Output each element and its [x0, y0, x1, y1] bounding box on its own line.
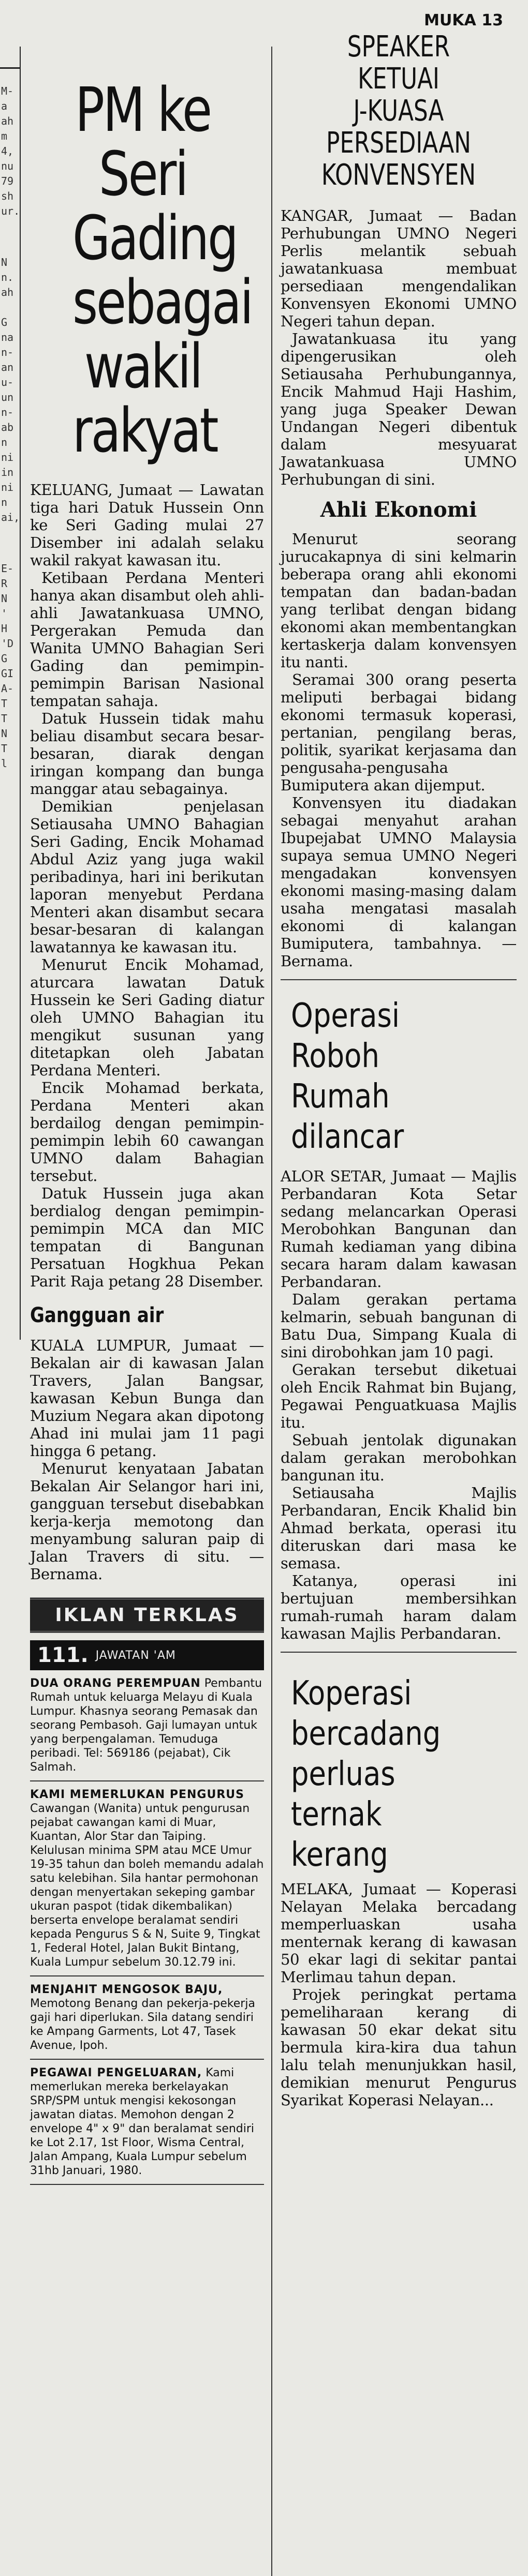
- story1-paragraph: Datuk Hussein tidak mahu beliau disambut secara besar-besaran, diarak dengan iringan kompang dan bunga manggar atau sebagainya.: [30, 710, 264, 798]
- story2-body: [30, 1337, 264, 1583]
- story1-headline: [55, 0, 252, 481]
- left-strip-fragment: n.: [1, 271, 14, 283]
- story4-headline-line: Rumah: [291, 1077, 390, 1116]
- story4-headline-line: Roboh: [291, 1037, 379, 1075]
- left-column: [30, 0, 264, 2185]
- story4-headline: [291, 996, 483, 1157]
- column-divider: [271, 47, 272, 2576]
- story4-headline-line: dilancar: [291, 1118, 404, 1156]
- story1-headline-line: sebagai: [72, 266, 252, 338]
- left-strip-fragment: ah: [1, 115, 14, 127]
- left-strip-fragment: A-: [1, 682, 14, 695]
- left-strip-fragment: T: [1, 712, 8, 725]
- story1-headline-line: Gading: [72, 202, 237, 274]
- story3-paragraph: Konvensyen itu diadakan sebagai menyahut arahan Ibupejabat UMNO Malaysia supaya semua UMNO Negeri mengadakan konvensyen ekonomi masing-masing dalam usaha mengatasi masalah ekonomi di kalangan Bumiputera, tambahnya. — Bernama.: [281, 794, 517, 970]
- story5-paragraph: MELAKA, Jumaat — Koperasi Nelayan Melaka bercadang memperluaskan usaha menternak kerang di kawasan 50 ekar lagi di sekitar pantai Merlimau tahun depan.: [281, 1880, 517, 1986]
- story5-headline-line: ternak: [291, 1795, 382, 1834]
- story3-headline-line: KETUAI: [358, 62, 439, 96]
- story5-body: [281, 1880, 517, 2109]
- left-strip-fragment: n: [1, 436, 8, 448]
- left-strip-fragment: E-: [1, 562, 14, 575]
- left-strip-fragment: ni: [1, 481, 14, 493]
- ad-title: KAMI MEMERLUKAN PENGURUS: [30, 1788, 244, 1801]
- story3-headline-line: PERSEDIAAN: [326, 126, 471, 160]
- classified-ad: [30, 2060, 264, 2185]
- story5-headline-line: perluas: [291, 1755, 395, 1793]
- left-strip-fragment: nu: [1, 160, 14, 172]
- left-strip-fragment: T: [1, 742, 8, 755]
- classifieds-section-number: 111.: [37, 1643, 89, 1667]
- ad-title: DUA ORANG PEREMPUAN: [30, 1677, 201, 1690]
- story1-paragraph: KELUANG, Jumaat — Lawatan tiga hari Datuk Hussein Onn ke Seri Gading mulai 27 Disember ini adalah selaku wakil rakyat kawasan itu.: [30, 481, 264, 569]
- story4-paragraph: Setiausaha Majlis Perbandaran, Encik Khalid bin Ahmad berkata, operasi itu diteruskan dari masa ke semasa.: [281, 1484, 517, 1572]
- story3-body: [281, 207, 517, 488]
- ad-text: Memotong Benang dan pekerja-pekerja gaji hari diperlukan. Sila datang sendiri ke Ampang Garments, Lot 47, Tasek Avenue, Ipoh.: [30, 1997, 255, 2052]
- story5-paragraph: Projek peringkat pertama pemeliharaan kerang di kawasan 50 ekar dekat situ bermula kira-kira dua tahun lalu telah menunjukkan hasil, demikian menurut Pengurus Syarikat Koperasi Nelayan...: [281, 1986, 517, 2109]
- left-strip-fragment: M-: [1, 85, 14, 97]
- left-strip-fragment: ur.: [1, 205, 20, 217]
- left-strip-fragment: un: [1, 391, 14, 403]
- story2-paragraph: KUALA LUMPUR, Jumaat — Bekalan air di kawasan Jalan Travers, Jalan Bangsar, kawasan Kebun Bunga dan Muzium Negara akan dipotong Ahad ini mulai jam 11 pagi hingga 6 petang.: [30, 1337, 264, 1460]
- left-strip-text: [0, 69, 20, 771]
- classifieds-section-header: [30, 1640, 264, 1670]
- story5-headline: [291, 1673, 483, 1875]
- ad-title: MENJAHIT MENGOSOK BAJU,: [30, 1983, 223, 1996]
- left-strip-fragment: na: [1, 331, 14, 343]
- story1-headline-line: Seri: [98, 138, 187, 209]
- ad-text: Pembantu Rumah untuk keluarga Melayu di Kuala Lumpur. Khasnya seorang Pemasak dan seorang Pembasoh. Gaji lumayan untuk yang berpengalaman. Temuduga peribadi. Tel: 569186 (pejabat), Cik Salmah.: [30, 1677, 262, 1774]
- story4-paragraph: Dalam gerakan pertama kelmarin, sebuah bangunan di Batu Dua, Simpang Kuala di sini dirobohkan jam 10 pagi.: [281, 1291, 517, 1361]
- story1-headline-line: PM ke: [75, 74, 211, 145]
- story3-paragraph: KANGAR, Jumaat — Badan Perhubungan UMNO Negeri Perlis melantik sebuah jawatankuasa membuat persediaan mengendalikan Konvensyen Ekonomi UMNO Negeri tahun depan.: [281, 207, 517, 330]
- story1-body: [30, 481, 264, 1290]
- left-strip-fragment: n: [1, 496, 8, 508]
- left-strip-fragment: u-: [1, 376, 14, 388]
- story2-paragraph: Menurut kenyataan Jabatan Bekalan Air Selangor hari ini, gangguan tersebut disebabkan kerja-kerja memotong dan menyambung saluran paip di Jalan Travers di situ. — Bernama.: [30, 1460, 264, 1583]
- story1-paragraph: Ketibaan Perdana Menteri hanya akan disambut oleh ahli-ahli Jawatankuasa UMNO, Pergerakan Pemuda dan Wanita UMNO Bahagian Seri Gading dan pemimpin-pemimpin Barisan Nasional tempatan sahaja.: [30, 569, 264, 710]
- left-strip-fragment: ai,: [1, 511, 20, 523]
- classified-ads: [30, 1670, 264, 2185]
- classifieds-section-label: JAWATAN 'AM: [95, 1649, 176, 1662]
- ad-text: Cawangan (Wanita) untuk pengurusan pejabat cawangan kami di Muar, Kuantan, Alor Star dan Taiping. Kelulusan minima SPM atau MCE Umur 19-35 tahun dan boleh memandu adalah satu kelebihan. Sila hantar permohonan dengan menyertakan sekeping gambar ukuran paspot (tidak dikembalikan) berserta envelope beralamat sendiri kepada Pengurus S & N, Suite 9, Tingkat 1, Federal Hotel, Jalan Bukit Bintang, Kuala Lumpur sebelum 30.12.79 ini.: [30, 1802, 264, 1969]
- left-strip-fragment: N: [1, 727, 8, 740]
- left-strip-fragment: 'D: [1, 637, 14, 650]
- story4-paragraph: Sebuah jentolak digunakan dalam gerakan merobohkan bangunan itu.: [281, 1431, 517, 1484]
- story3-body-continued: [281, 530, 517, 970]
- left-strip-fragment: R: [1, 577, 8, 590]
- classified-ad: [30, 1781, 264, 1976]
- story1-paragraph: Encik Mohamad berkata, Perdana Menteri akan berdailog dengan pemimpin-pemimpin lebih 60 cawangan UMNO dalam Bahagian tersebut.: [30, 1079, 264, 1185]
- story5-headline-line: bercadang: [291, 1715, 441, 1753]
- story5-headline-line: kerang: [291, 1836, 388, 1874]
- left-strip-fragment: sh: [1, 190, 14, 202]
- ad-title: PEGAWAI PENGELUARAN,: [30, 2066, 202, 2079]
- left-strip-fragment: ni: [1, 451, 14, 463]
- story2-headline: Gangguan air: [30, 1304, 164, 1327]
- left-strip-fragment: in: [1, 466, 14, 478]
- left-strip-fragment: l: [1, 757, 8, 770]
- story3-headline-line: SPEAKER: [347, 30, 450, 64]
- story3-paragraph: Seramai 300 orang peserta meliputi berbagai bidang ekonomi termasuk koperasi, pertanian, pengilang beras, politik, syarikat kerjasama dan pengusaha-pengusaha Bumiputera akan dijemput.: [281, 671, 517, 794]
- left-strip-fragment: ah: [1, 286, 14, 298]
- right-column: [281, 0, 517, 2109]
- left-strip-fragment: N: [1, 592, 8, 605]
- story3-subhead: Ahli Ekonomi: [320, 498, 477, 522]
- story4-headline-line: Operasi: [291, 997, 400, 1035]
- story1-headline-line: rakyat: [72, 395, 217, 466]
- ad-text: Kami memerlukan mereka berkelayakan SRP/SPM untuk mengisi kekosongan jawatan diatas. Memohon dengan 2 envelope 4" x 9" dan beralamat sendiri ke Lot 2.17, 1st Floor, Wisma Central, Jalan Ampang, Kuala Lumpur sebelum 31hb Januari, 1980.: [30, 2066, 255, 2177]
- story3-paragraph: Jawatankuasa itu yang dipengerusikan oleh Setiausaha Perhubungannya, Encik Mahmud Haji Hashim, yang juga Speaker Dewan Undangan Negeri dibentuk dalam mesyuarat Jawatankuasa UMNO Perhubungan di sini.: [281, 330, 517, 488]
- left-column-fragment: [0, 47, 21, 1340]
- story-divider: [281, 1652, 517, 1653]
- left-strip-fragment: G: [1, 316, 8, 328]
- story3-headline: [306, 0, 491, 191]
- left-strip-fragment: ab: [1, 421, 14, 433]
- left-strip-fragment: a: [1, 100, 8, 112]
- left-strip-fragment: H: [1, 622, 8, 635]
- left-strip-fragment: ': [1, 607, 8, 620]
- story4-paragraph: Gerakan tersebut diketuai oleh Encik Rahmat bin Bujang, Pegawai Penguatkuasa Majlis itu.: [281, 1361, 517, 1431]
- story5-headline-line: Koperasi: [291, 1674, 412, 1713]
- left-strip-fragment: 79: [1, 175, 14, 187]
- left-strip-fragment: G: [1, 652, 8, 665]
- story4-body: [281, 1167, 517, 1642]
- left-strip-fragment: an: [1, 361, 14, 373]
- left-strip-fragment: T: [1, 697, 8, 710]
- story3-paragraph: Menurut seorang jurucakapnya di sini kelmarin beberapa orang ahli ekonomi tempatan dan badan-badan yang terlibat dengan bidang ekonomi akan membentangkan kertaskerja dalam konvensyen itu nanti.: [281, 530, 517, 671]
- left-strip-fragment: 4,: [1, 145, 14, 157]
- left-strip-fragment: [0, 300, 20, 315]
- story3-headline-line: J-KUASA: [353, 94, 444, 128]
- left-strip-fragment: n-: [1, 346, 14, 358]
- story1-paragraph: Menurut Encik Mohamad, aturcara lawatan Datuk Hussein ke Seri Gading diatur oleh UMNO Bahagian itu mengikut susunan yang ditetapkan oleh Jabatan Perdana Menteri.: [30, 956, 264, 1079]
- story4-paragraph: ALOR SETAR, Jumaat — Majlis Perbandaran Kota Setar sedang melancarkan Operasi Merobohkan Bangunan dan Rumah kediaman yang dibina secara haram dalam kawasan Perbandaran.: [281, 1167, 517, 1291]
- story1-paragraph: Datuk Hussein juga akan berdialog dengan pemimpin-pemimpin MCA dan MIC tempatan di Bangunan Persatuan Hogkhua Pekan Parit Raja petang 28 Disember.: [30, 1185, 264, 1290]
- story1-headline-line: wakil: [84, 331, 202, 402]
- left-strip-fragment: m: [1, 130, 8, 142]
- classified-ad: [30, 1976, 264, 2060]
- left-strip-fragment: N: [1, 256, 8, 268]
- story-divider: [281, 979, 517, 980]
- story3-headline-line: KONVENSYEN: [321, 158, 476, 192]
- classified-ad: [30, 1670, 264, 1781]
- page-number: MUKA 13: [424, 11, 503, 29]
- left-strip-fragment: [0, 69, 20, 84]
- left-strip-fragment: GI: [1, 667, 14, 680]
- classifieds-banner: IKLAN TERKLAS: [30, 1597, 264, 1633]
- story1-paragraph: Demikian penjelasan Setiausaha UMNO Bahagian Seri Gading, Encik Mohamad Abdul Aziz yang juga wakil peribadinya, hari ini berikutan laporan menyebut Perdana Menteri akan disambut secara besar-besaran di kalangan lawatannya ke kawasan itu.: [30, 798, 264, 956]
- story4-paragraph: Katanya, operasi ini bertujuan membersihkan rumah-rumah haram dalam kawasan Majlis Perbandaran.: [281, 1572, 517, 1642]
- left-strip-fragment: n-: [1, 406, 14, 418]
